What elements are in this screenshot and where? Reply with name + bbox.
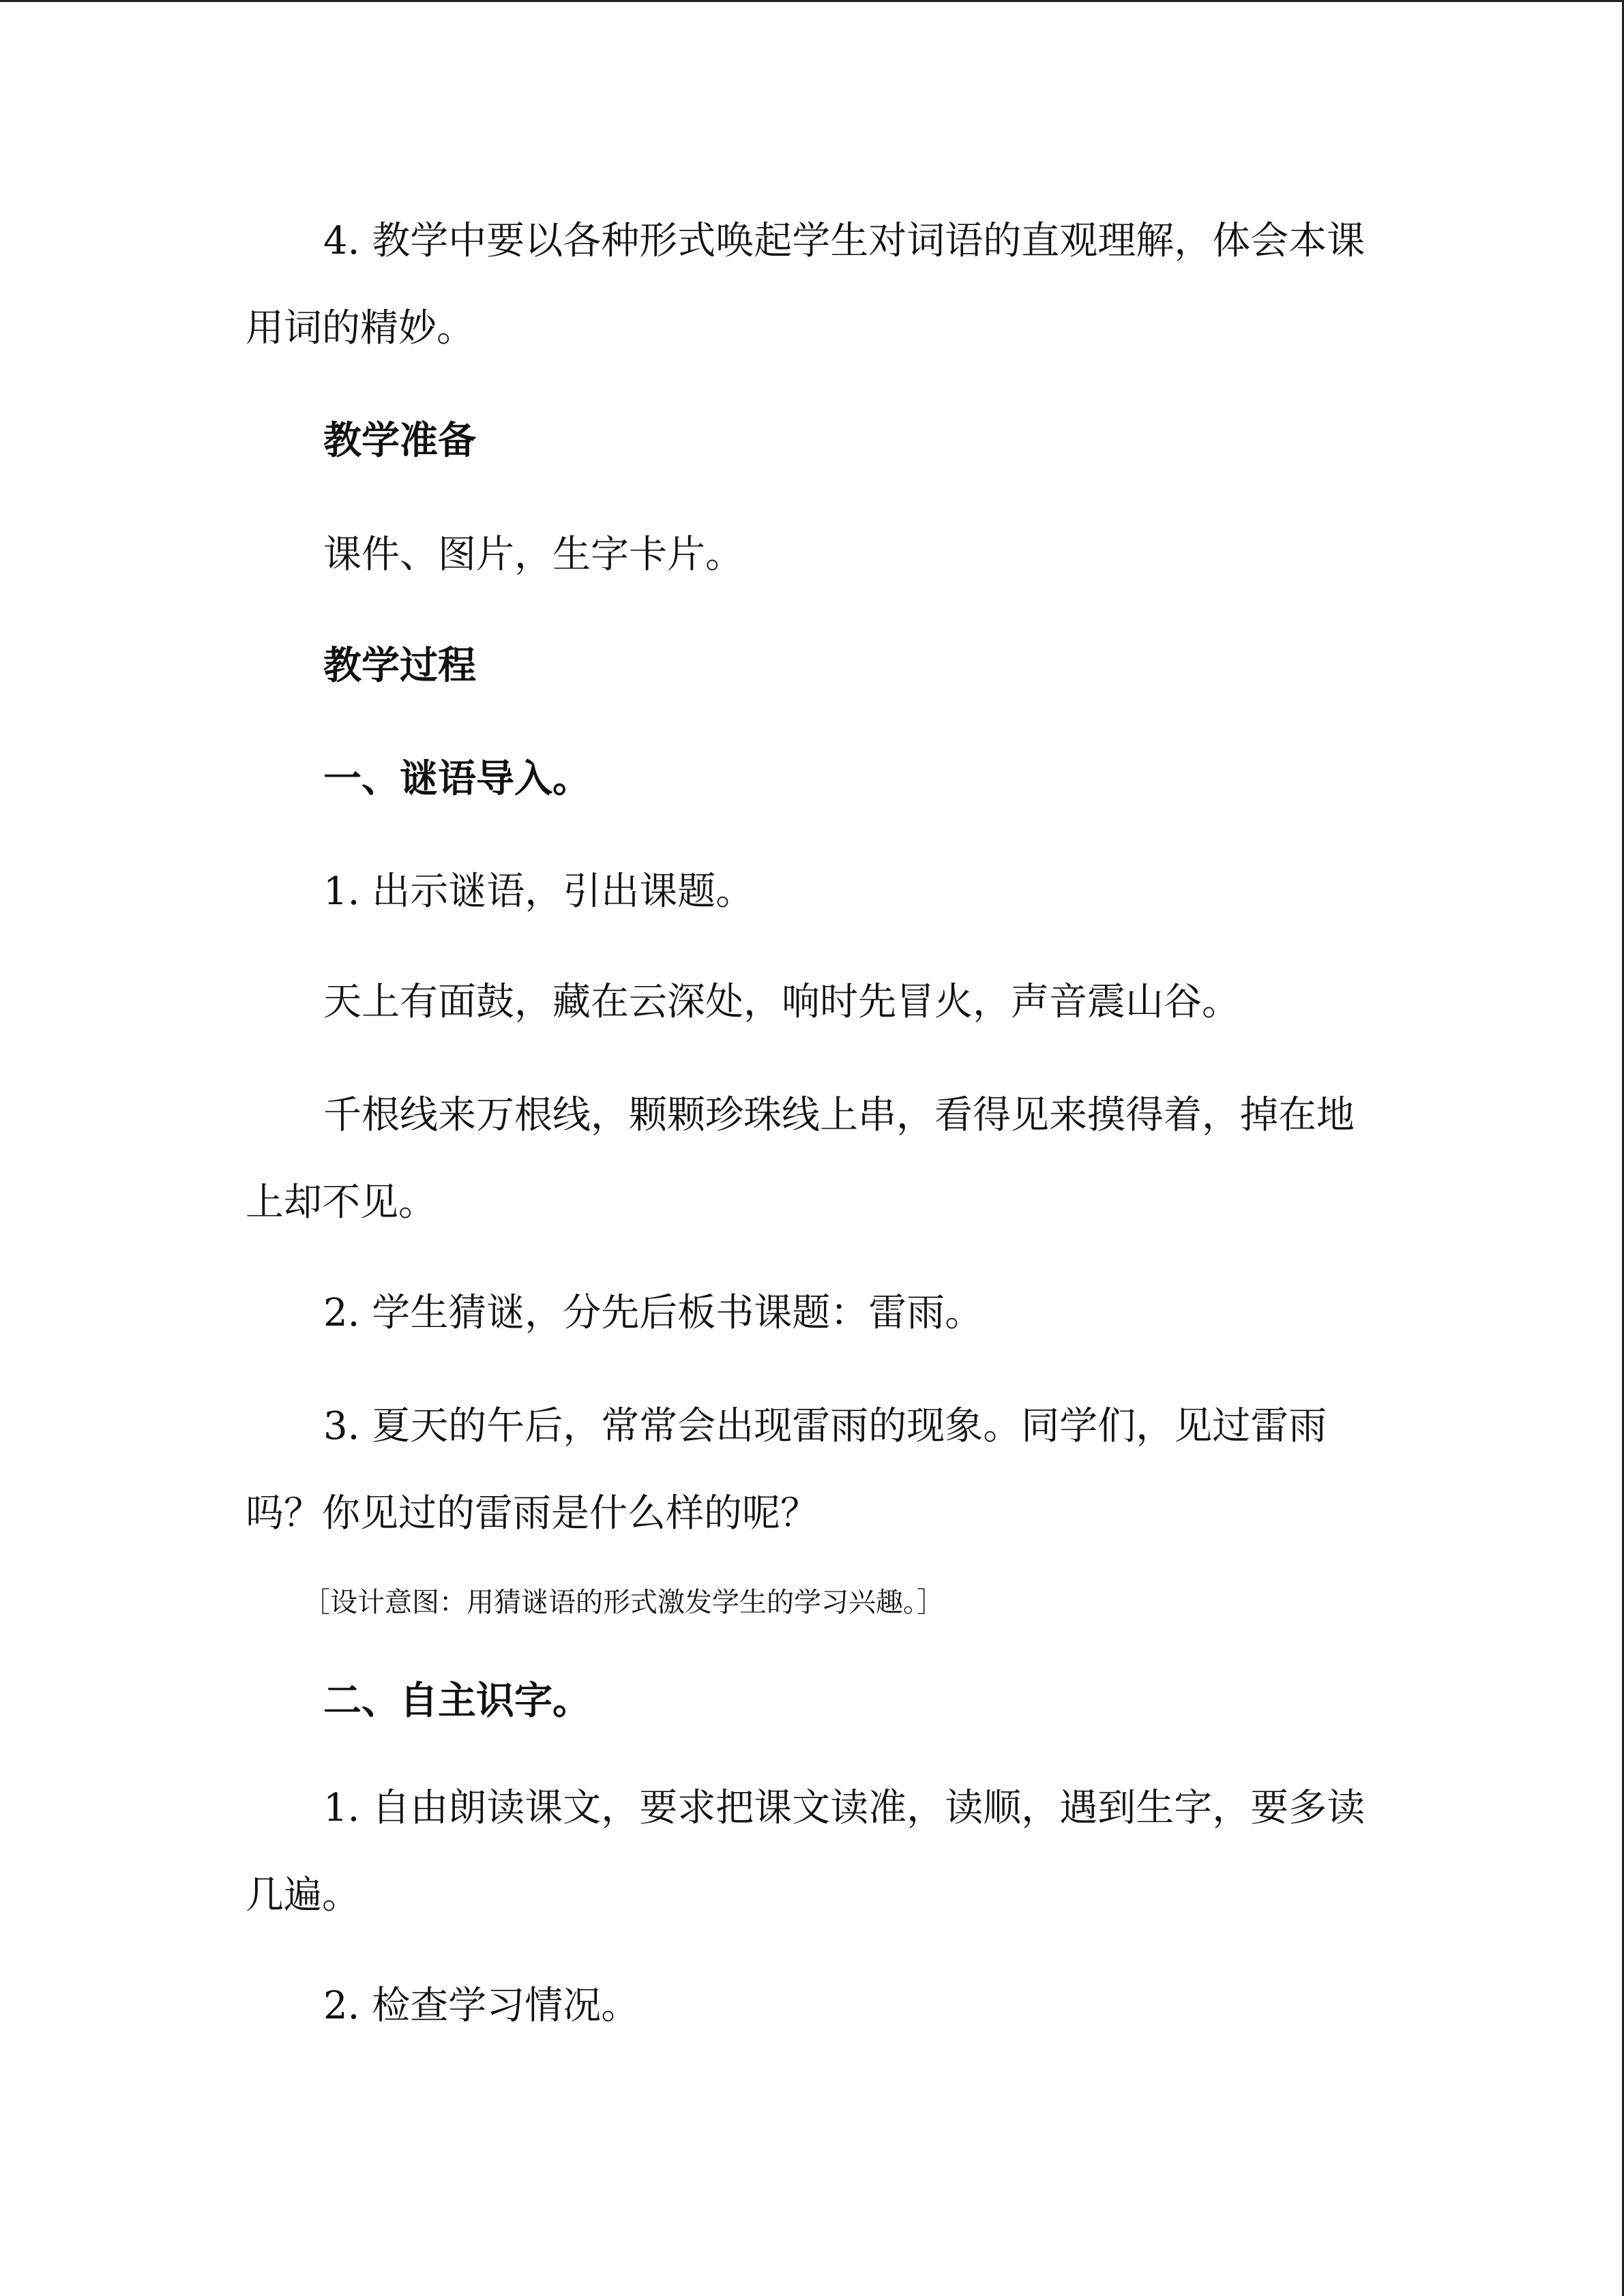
paragraph-1-line-2: 用词的精妙。 [246,306,475,351]
paragraph-step-2: 2. 学生猜谜，分先后板书课题：雷雨。 [323,1291,984,1335]
paragraph-materials: 课件、图片，生字卡片。 [323,533,743,577]
heading-teaching-preparation: 教学准备 [323,418,476,463]
paragraph-step-1: 1. 出示谜语，引出课题。 [323,869,754,914]
design-intent-note: ［设计意图：用猜谜语的形式激发学生的学习兴趣。］ [303,1587,944,1618]
paragraph-check: 2. 检查学习情况。 [323,1984,640,2028]
paragraph-riddle-2-line-1: 千根线来万根线，颗颗珍珠线上串，看得见来摸得着，掉在地 [323,1093,1355,1137]
heading-section-2: 二、自主识字。 [323,1678,591,1723]
paragraph-1-line-1: 4. 教学中要以各种形式唤起学生对词语的直观理解，体会本课 [323,219,1365,263]
paragraph-reading-line-1: 1. 自由朗读课文，要求把课文读准，读顺，遇到生字，要多读 [323,1786,1365,1830]
heading-teaching-process: 教学过程 [323,643,476,688]
paragraph-riddle-1: 天上有面鼓，藏在云深处，响时先冒火，声音震山谷。 [323,980,1240,1024]
heading-section-1: 一、谜语导入。 [323,756,591,801]
paragraph-step-3-line-2: 吗？你见过的雷雨是什么样的呢？ [246,1491,818,1536]
paragraph-step-3-line-1: 3. 夏天的午后，常常会出现雷雨的现象。同学们，见过雷雨 [323,1404,1327,1448]
paragraph-riddle-2-line-2: 上却不见。 [246,1180,437,1225]
paragraph-reading-line-2: 几遍。 [246,1873,360,1918]
